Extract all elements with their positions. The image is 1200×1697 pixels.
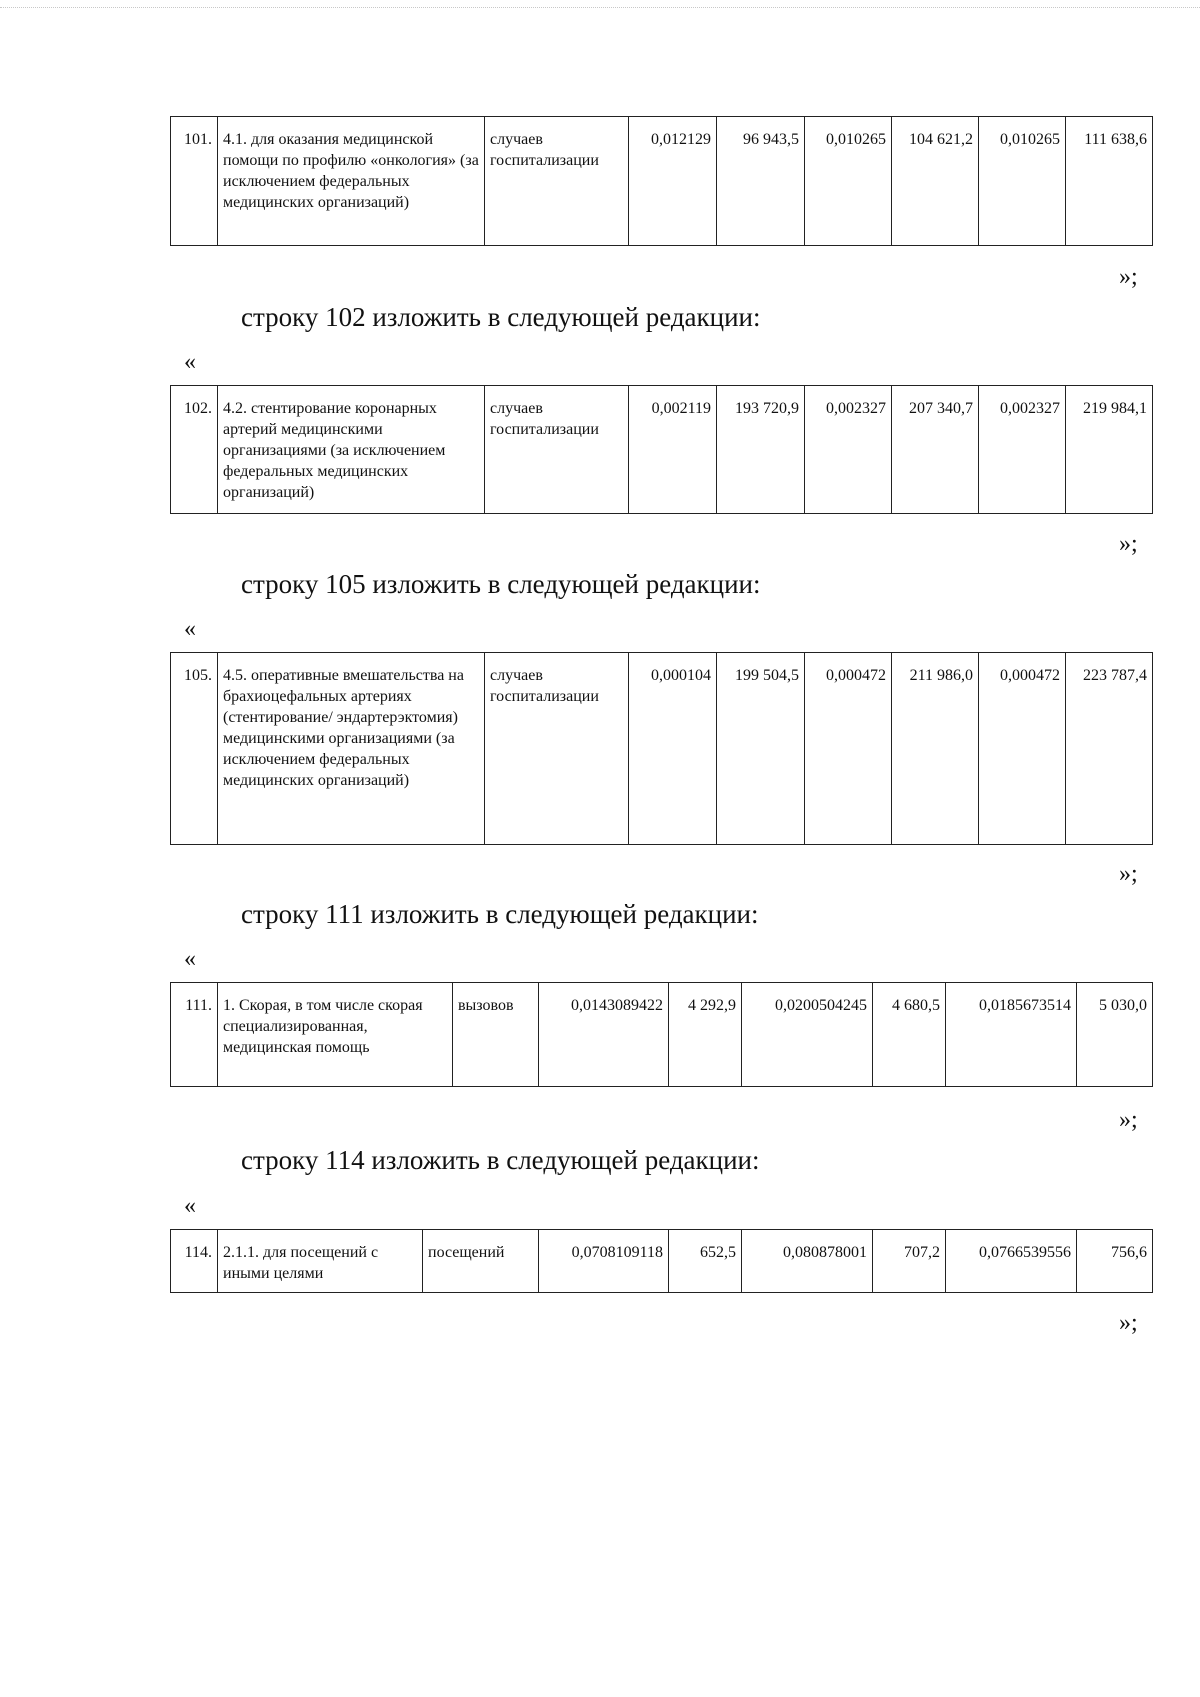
row-number: 101. <box>171 117 218 246</box>
opening-quote: « <box>184 1193 196 1219</box>
closing-quote: »; <box>1119 1310 1138 1336</box>
row-number: 105. <box>171 653 218 845</box>
row-number: 111. <box>171 983 218 1087</box>
row-value: 4 680,5 <box>873 983 946 1087</box>
row-description: 4.5. оперативные вмешательства на брахиоцефальных артериях (стентирование/ эндартерэктомия) медицинскими организациями (за исключением федеральных медицинских организаций) <box>218 653 485 845</box>
table-row-105 <box>170 652 1153 845</box>
row-number: 102. <box>171 386 218 514</box>
opening-quote: « <box>184 946 196 972</box>
row-value: 0,002327 <box>805 386 892 514</box>
row-value: 0,010265 <box>979 117 1066 246</box>
section-heading: строку 105 изложить в следующей редакции: <box>241 569 761 599</box>
row-value: 0,010265 <box>805 117 892 246</box>
row-value: 0,000472 <box>979 653 1066 845</box>
row-unit: случаев госпитализации <box>485 117 629 246</box>
row-unit: случаев госпитализации <box>485 386 629 514</box>
closing-quote: »; <box>1119 531 1138 557</box>
section-heading: строку 114 изложить в следующей редакции: <box>241 1145 760 1175</box>
row-description: 2.1.1. для посещений с иными целями <box>218 1230 423 1293</box>
row-value: 652,5 <box>669 1230 742 1293</box>
row-value: 0,0200504245 <box>742 983 873 1087</box>
row-value: 0,000472 <box>805 653 892 845</box>
page-edge-line <box>0 7 1200 8</box>
row-value: 96 943,5 <box>717 117 805 246</box>
row-value: 5 030,0 <box>1077 983 1153 1087</box>
row-value: 0,0708109118 <box>539 1230 669 1293</box>
table-row-111 <box>170 982 1153 1087</box>
section-heading: строку 102 изложить в следующей редакции: <box>241 302 761 332</box>
row-value: 0,002327 <box>979 386 1066 514</box>
row-value: 4 292,9 <box>669 983 742 1087</box>
table-row-114 <box>170 1229 1153 1293</box>
row-value: 0,080878001 <box>742 1230 873 1293</box>
row-value: 207 340,7 <box>892 386 979 514</box>
row-value: 199 504,5 <box>717 653 805 845</box>
opening-quote: « <box>184 349 196 375</box>
row-unit: случаев госпитализации <box>485 653 629 845</box>
row-description: 1. Скорая, в том числе скорая специализированная, медицинская помощь <box>218 983 453 1087</box>
row-value: 0,0185673514 <box>946 983 1077 1087</box>
row-number: 114. <box>171 1230 218 1293</box>
row-value: 0,002119 <box>629 386 717 514</box>
row-value: 193 720,9 <box>717 386 805 514</box>
row-value: 0,0766539556 <box>946 1230 1077 1293</box>
closing-quote: »; <box>1119 264 1138 290</box>
row-unit: вызовов <box>453 983 539 1087</box>
opening-quote: « <box>184 616 196 642</box>
row-value: 219 984,1 <box>1066 386 1153 514</box>
row-value: 756,6 <box>1077 1230 1153 1293</box>
row-value: 211 986,0 <box>892 653 979 845</box>
closing-quote: »; <box>1119 1107 1138 1133</box>
row-value: 0,012129 <box>629 117 717 246</box>
row-description: 4.1. для оказания медицинской помощи по профилю «онкология» (за исключением федеральных медицинских организаций) <box>218 117 485 246</box>
row-value: 223 787,4 <box>1066 653 1153 845</box>
table-row-101 <box>170 116 1153 246</box>
section-heading: строку 111 изложить в следующей редакции: <box>241 899 759 929</box>
row-value: 104 621,2 <box>892 117 979 246</box>
row-value: 707,2 <box>873 1230 946 1293</box>
row-value: 0,000104 <box>629 653 717 845</box>
row-value: 0,0143089422 <box>539 983 669 1087</box>
row-value: 111 638,6 <box>1066 117 1153 246</box>
row-description: 4.2. стентирование коронарных артерий медицинскими организациями (за исключением федеральных медицинских организаций) <box>218 386 485 514</box>
closing-quote: »; <box>1119 861 1138 887</box>
table-row-102 <box>170 385 1153 514</box>
row-unit: посещений <box>423 1230 539 1293</box>
